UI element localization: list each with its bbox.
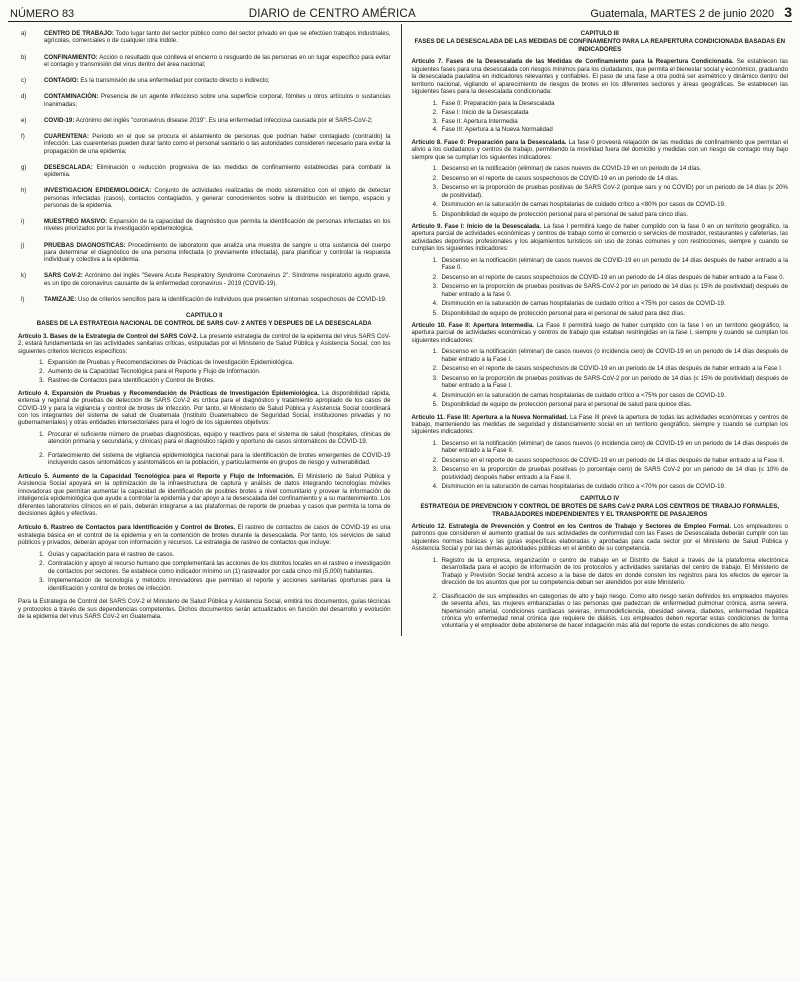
- definition-text: Presencia de un agente infeccioso sobre una superficie corporal, fómites u otros artículos o sustancias inanimadas;: [44, 93, 391, 108]
- list-item: 4. Disminución en la saturación de camas hospitalarias de cuidado crítico a <75% por casos de COVID-19.: [440, 300, 789, 307]
- article-10: [412, 322, 789, 344]
- list-item: 1. Descenso en la notificación (eliminar) de casos nuevos de COVID-19 en un periodo de 14 días después de haber entrado a la Fase 0.: [440, 257, 789, 272]
- list-item: 1. Descenso en la notificación (eliminar) de casos nuevos (o incidencia cero) de COVID-19 en un periodo de 14 días después de haber entrado a la Fase I.: [440, 348, 789, 363]
- article-9-text: La fase I permitirá luego de haber cumplido con la fase 0 en un territorio geográfico, la apertura parcial de actividades económicas y centros de trabajo como el comercio o servicios de mostrador, restaurantes y cafeterías, las actividades deportivas profesionales y los alojamientos turísticos sin uso de zonas comunes y con restricciones, siempre y cuando se cumplan los siguientes indicadores:: [411, 223, 788, 253]
- definition-text: Acción o resultado que conlleva el encierro o resguardo de las personas en un lugar específico para evitar el contagio y transmisión del virus dentro del área nacional;: [44, 53, 391, 68]
- definition-item: [18, 77, 391, 84]
- definition-term: TAMIZAJE:: [44, 295, 77, 303]
- article-11: [412, 414, 789, 436]
- definition-body: [44, 164, 391, 179]
- chapter-2-title: CAPITULO II: [185, 312, 223, 319]
- article-4: [18, 390, 391, 427]
- article-7-list: [412, 100, 789, 134]
- article-5-heading: Artículo 5. Aumento de la Capacidad Tecnológica para el Reporte y Flujo de Información.: [18, 472, 295, 480]
- article-12-list: [412, 557, 789, 630]
- article-6-list: [18, 551, 391, 592]
- article-7-heading: Artículo 7. Fases de la Desescalada de las Medidas de Confinamiento para la Reapertura Condicionada.: [411, 58, 734, 66]
- definition-term: CONFINAMIENTO:: [44, 53, 98, 61]
- definition-letter: a): [21, 30, 27, 37]
- definition-item: [18, 54, 391, 69]
- definition-text: Acrónimo del inglés "Severe Acute Respiratory Syndrome Coronavirus 2". Síndrome respiratorio agudo grave, es un tipo de coronavirus causante de la enfermedad coronavirus - 2019 (COVID-19).: [44, 272, 391, 287]
- article-4-heading: Artículo 4. Expansión de Pruebas y Recomendación de Prácticas de Investigación Epidemiológica.: [18, 389, 320, 397]
- chapter-4-title: CAPITULO IV: [580, 494, 620, 502]
- definition-term: CONTAMINACIÓN:: [44, 93, 99, 101]
- chapter-4-subtitle: ESTRATEGIA DE PREVENCION Y CONTROL DE BROTES DE SARS CoV-2 PARA LOS CENTROS DE TRABAJO FORMALES, TRABAJADORES INDEPENDIENTES Y EL TRANSPORTE DE PASAJEROS: [420, 503, 780, 518]
- definition-term: CENTRO DE TRABAJO:: [44, 30, 114, 37]
- definition-letter: i): [21, 218, 25, 225]
- article-4-list: [18, 431, 391, 467]
- list-item: 3. Descenso en la proporción de pruebas positivas de SARS CoV-2 (porque sars y no COVID) por un periodo de 14 días (≤ 20% de positividad).: [440, 184, 789, 199]
- list-item: 3. Descenso en la proporción de pruebas positivas de SARS-CoV-2 por un periodo de 14 días (≤ 15% de positividad) después de haber entrado a la Fase I.: [440, 375, 789, 390]
- definition-text: Es la transmisión de una enfermedad por contacto directo o indirecto;: [78, 77, 270, 84]
- article-12-text: Los empleadores o patronos que consideren el aumento gradual de sus actividades de conformidad con las Fases de Desescalada deberán cumplir con las siguientes normas básicas y las guías específicas elaboradas y aprobadas para cada sector por el Ministerio de Salud Pública y Asistencia Social y por las demás autoridades públicas en el ámbito de su competencia.: [411, 522, 788, 553]
- article-3-heading: Artículo 3. Bases de la Estrategia de Control del SARS CoV-2.: [18, 332, 199, 340]
- definition-body: [44, 93, 391, 108]
- definition-body: [44, 242, 391, 264]
- list-item: 2. Descenso en el reporte de casos sospechosos de COVID-19 en un periodo de 14 días después de haber entrado a la Fase 0.: [440, 274, 789, 281]
- article-7-text: Se establecen las siguientes fases para una desescalada con riesgos mínimos para los ciudadanos, que permita el bienestar social y económico, graduando la desescalada paulatina en indicadores relevantes y confiables. El paso de una fase a otra podrá ser asimétrico y dinámico dentro del territorio nacional, vigilando el aparecimiento de riesgos de brotes en los diferentes sectores y áreas geográficas. Se establecen las siguientes fases para la desescalada condicionada:: [411, 58, 789, 96]
- list-item: 2. Clasificación de sus empleados en categorías de alto y bajo riesgo. Como alto riesgo serán definidos los empleados mayores de sesenta años, las mujeres embarazadas o las personas que padezcan de enfermedad pulmonar crónica, asma severa, hipertensión arterial, condiciones cardíacas severas, inmunodeficiencia, obesidad severa, diabetes, enfermedad hepática crónica y/o enfermedad renal crónica que requiere de diálisis. Los empleados deben reportar estas condiciones de forma voluntaria y el empleador debe abstenerse de hacer indagación más allá del reporte de estas condiciones de alto riesgo.: [440, 593, 789, 630]
- definition-body: [44, 218, 391, 233]
- article-9-list: [412, 257, 789, 317]
- right-column: [401, 24, 793, 636]
- definition-letter: d): [21, 93, 27, 101]
- definition-letter: j): [21, 241, 25, 249]
- definition-item: [18, 164, 391, 179]
- definition-text: Uso de criterios sencillos para la identificación de individuos que presenten síntomas sospechosos de COVID-19.: [76, 295, 387, 303]
- definition-item: [18, 296, 391, 303]
- article-6: [18, 524, 391, 546]
- definition-item: [18, 242, 391, 264]
- article-8: [412, 139, 789, 161]
- header-right: [590, 4, 792, 20]
- list-item: 2. Contratación y apoyo al recurso humano que complementará las acciones de los distritos locales en el rastreo e investigación de contactos por sectores. Se establece como indicador mínimo un (1) rastreador por cada cinco mil (5,000) habitantes.: [46, 560, 391, 575]
- definition-term: MUESTREO MASIVO:: [44, 218, 108, 225]
- page-header: [8, 4, 792, 22]
- article-6-text: El rastreo de contactos de casos de COVID-19 es una estrategia básica en el control de la epidemia y en la contención de brotes durante la desescalada. Por tanto, los servicios de salud públicos y privados, deberán apoyar con información y recursos. La estrategia de rastreo de contactos que incluye:: [18, 524, 391, 547]
- definition-text: Acrónimo del inglés "coronavirus disease 2019". Es una enfermedad infecciosa causada por el SARS-CoV-2;: [74, 116, 373, 124]
- list-item: 2. Descenso en el reporte de casos sospechosos de COVID-19 en un periodo de 14 días.: [440, 175, 789, 182]
- article-4-text: La disponibilidad rápida, extensa y regional de pruebas de detección de SARS CoV-2 es crítica para el diagnóstico y tratamiento apropiado de los casos de COVID-19 y para la vigilancia y control de brotes de infección. Por tanto, el Ministerio de Salud Pública y Asistencia Social coordinará con los integrantes del sistema de salud de Guatemala (Instituto Guatemalteco de Seguridad Social, instituciones privadas y no gubernamentales) y otras entidades intersectoriales para el logro de los siguientes objetivos:: [18, 389, 391, 427]
- list-item: 3. Descenso en la proporción de pruebas positivas de SARS-CoV-2 por un periodo de 14 días (≤ 15% de positividad) después de haber entrado a la fase 0.: [440, 283, 789, 298]
- list-item: 3. Rastreo de Contactos para Identificación y Control de Brotes.: [46, 377, 391, 384]
- article-9-heading: Artículo 9. Fase I: Inicio de la Desescalada.: [411, 223, 542, 231]
- definition-letter: c): [21, 77, 27, 84]
- definition-letter: f): [21, 132, 25, 140]
- article-6-heading: Artículo 6. Rastreo de Contactos para Identificación y Control de Brotes.: [18, 524, 236, 532]
- page-number: 3: [784, 4, 792, 20]
- definitions-list: [18, 30, 391, 303]
- definition-body: [44, 272, 391, 287]
- definition-term: SARS CoV-2:: [44, 272, 83, 280]
- article-5-text: El Ministerio de Salud Pública y Asistencia Social apoyará en la optimización de la infraestructura de captura y análisis de datos integrando tecnologías móviles innovadoras que permitan aumentar la capacidad de identificación de posibles brotes a nivel comunitario y proveer la información de inteligencia epidemiológica que ayude a controlar la epidemia y dar apoyo a la desescalada del confinamiento y a su mantenimiento. Los diferentes laboratorios clínicos en el país, deberán integrarse a las plataformas de reporte de pruebas y casos que permita la toma de decisiones ágiles y efectivas.: [18, 472, 391, 517]
- list-item: 1. Guías y capacitación para el rastreo de casos.: [46, 551, 391, 558]
- definition-item: [18, 272, 391, 287]
- list-item: 4. Disminución en la saturación de camas hospitalarias de cuidado crítico a <75% por casos de COVID-19.: [440, 392, 789, 399]
- article-12: [412, 523, 789, 553]
- issue-date: Guatemala, MARTES 2 de junio 2020: [590, 8, 775, 20]
- definition-body: [44, 117, 391, 124]
- list-item: 1. Registro de la empresa, organización o centro de trabajo en el Distrito de Salud a través de la plataforma electrónica desarrollada para el acopio de información de los protocolos y actividades sanitarias del centro de trabajo. El Ministerio de Trabajo y Previsión Social tendrá acceso a la base de datos en donde consten los registros para los efectos de ejercer la dirección de los asuntos que por su competencia deban ser atendidos por este Ministerio.: [440, 557, 789, 587]
- article-11-list: [412, 440, 789, 491]
- columns: [8, 24, 792, 636]
- list-item: 3. Descenso en la proporción de pruebas positivas (o porcentaje cero) de SARS CoV-2 por un periodo de 14 días (≤ 10% de positividad) después haber entrado a la Fase II.: [440, 466, 789, 481]
- article-10-text: La Fase II permitirá luego de haber cumplido con la fase I en un territorio geográfico, la apertura parcial de actividades económicas y centros de trabajo que estaban restringidas en la fase I, siempre y cuando se cumplan los siguientes indicadores:: [411, 322, 788, 344]
- definition-letter: e): [21, 116, 27, 124]
- list-item: 5. Disponibilidad de equipo de protección personal para el personal de salud para diez días.: [440, 310, 789, 317]
- list-item: 2. Fase I: Inicio de la Desescalada: [440, 109, 789, 116]
- definition-letter: l): [21, 295, 25, 303]
- definition-text: Periodo en el que se procura el aislamiento de personas que podrían haber contagiado (contraído) la infección. Las cuarentenas pueden durar tanto como el personal sanitario o las autoridades consideren necesario para evitar la propagación de una epidemia;: [44, 132, 391, 155]
- definition-body: [44, 30, 391, 45]
- definition-term: DESESCALADA:: [44, 163, 93, 171]
- list-item: 2. Fortalecimiento del sistema de vigilancia epidemiológica nacional para la identificación de brotes emergentes de COVID-19 incluyendo casos sintomáticos y asintomáticos en la población, y particularmente en grupos de riesgo y vulnerabilidad.: [46, 452, 391, 467]
- definition-body: [44, 54, 391, 69]
- definition-text: Expansión de la capacidad de diagnóstico que permita la identificación de personas infectadas en los niveles priorizados por la investigación epidemiológica.: [44, 218, 391, 233]
- list-item: 2. Aumento de la Capacidad Tecnológica para el Reporte y Flujo de Información.: [46, 368, 391, 375]
- definition-term: PRUEBAS DIAGNOSTICAS:: [44, 241, 126, 249]
- definition-item: [18, 187, 391, 209]
- definition-item: [18, 93, 391, 108]
- definition-letter: b): [21, 53, 27, 61]
- article-10-heading: Artículo 10. Fase II: Apertura Intermedia.: [411, 322, 534, 329]
- list-item: 3. Fase II: Apertura Intermedia: [440, 118, 789, 125]
- definition-text: Procedimiento de laboratorio que analiza una muestra de sangre u otra sustancia del cuerpo para determinar el diagnóstico de una persona infectada (o previamente infectada), para planificar y controlar la respuesta individual y colectiva a la epidemia.: [44, 241, 391, 264]
- definition-term: INVESTIGACION EPIDEMIOLOGICA:: [44, 187, 152, 195]
- article-11-heading: Artículo 11. Fase III: Apertura a la Nueva Normalidad.: [411, 413, 568, 421]
- list-item: 2. Descenso en el reporte de casos sospechosos de COVID-19 en un periodo de 14 días después de haber entrado a la Fase I.: [440, 365, 789, 372]
- list-item: 4. Fase III: Apertura a la Nueva Normalidad: [440, 126, 789, 133]
- list-item: 1. Fase 0: Preparación para la Desescalada: [440, 100, 789, 107]
- list-item: 1. Expansión de Pruebas y Recomendaciones de Prácticas de Investigación Epidemiológica.: [46, 359, 391, 366]
- definition-item: [18, 117, 391, 124]
- article-8-text: La fase 0 proveerá relajación de las medidas de confinamiento que permitan el alivio a los ciudadanos y centros de trabajo, permitiendo la movilidad fuera del domicilio y medidas con un riesgo de contagio muy bajo siempre que se cumplan los siguientes indicadores:: [411, 138, 789, 161]
- definition-term: CUARENTENA:: [44, 132, 90, 140]
- article-9: [412, 223, 789, 253]
- left-column: [8, 24, 401, 636]
- list-item: 1. Procurar el suficiente número de pruebas diagnósticas, equipo y reactivos para el sistema de salud (hospitales, clínicas de atención primaria y secundaria, y clínicas) para el diagnóstico rápido y oportuno de casos sintomáticos de COVID-19.: [46, 431, 391, 446]
- article-8-heading: Artículo 8. Fase 0: Preparación para la Desescalada.: [411, 138, 567, 146]
- definition-letter: g): [21, 163, 27, 171]
- list-item: 4. Disminución en la saturación de camas hospitalarias de cuidado crítico a <80% por casos de COVID-19.: [440, 201, 789, 208]
- definition-text: Todo lugar tanto del sector público como del sector privado en que se efectúen trabajos industriales, agrícolas, comerciales o de cualquier otra índole.: [44, 30, 391, 45]
- definition-letter: k): [21, 272, 27, 280]
- list-item: 5. Disponibilidad de equipo de protección personal para el personal de salud para quince días.: [440, 401, 789, 408]
- article-3: [18, 333, 391, 355]
- list-item: 2. Descenso en el reporte de casos sospechosos de COVID-19 en un periodo de 14 días después de haber entrado a la Fase II.: [440, 457, 789, 464]
- list-item: 5. Disponibilidad de equipo de protección personal para el personal de salud para cinco días.: [440, 211, 789, 218]
- article-5: [18, 473, 391, 518]
- article-6-closing: Para la Estrategia de Control del SARS CoV-2 el Ministerio de Salud Pública y Asistencia Social, emitirá los documentos, guías técnicas y protocolos a través de sus dependencias competentes. Dichos documentos serán actualizados en función del desarrollo y evolución de la epidemia del virus SARS CoV-2 en Guatemala.: [18, 598, 391, 620]
- definition-text: Eliminación o reducción progresiva de las medidas de confinamiento establecidas para combatir la epidemia.: [44, 163, 391, 178]
- newspaper-name: DIARIO de CENTRO AMÉRICA: [248, 8, 416, 20]
- article-10-list: [412, 348, 789, 408]
- definition-body: [44, 77, 391, 84]
- list-item: 3. Implementación de tecnología y métodos innovadores que permitan el reporte y acciones sanitarias oportunas para la identificación y control de brotes de infección.: [46, 577, 391, 592]
- list-item: 1. Descenso en la notificación (eliminar) de casos nuevos de COVID-19 en un periodo de 14 días.: [440, 165, 789, 172]
- list-item: 1. Descenso en la notificación (eliminar) de casos nuevos (o incidencia cero) de COVID-19 en un periodo de 14 días después de haber entrado a la Fase II.: [440, 440, 789, 455]
- definition-term: CONTAGIO:: [44, 77, 79, 84]
- article-3-list: [18, 359, 391, 384]
- article-7: [412, 58, 789, 95]
- chapter-3-title: CAPITULO III: [580, 30, 619, 37]
- list-item: 4. Disminución en la saturación de camas hospitalarias de cuidado crítico a <70% por casos de COVID-19.: [440, 483, 789, 490]
- chapter-3-subtitle: FASES DE LA DESESCALADA DE LAS MEDIDAS DE CONFINAMIENTO PARA LA REAPERTURA CONDICIONADA BASADAS EN INDICADORES: [414, 38, 786, 53]
- definition-text: Conjunto de actividades realizadas de modo sistemático con el objeto de detectar personas infectadas (casos), contactos contagiados, y generar conocimientos sobre la distribución en tiempo, espacio y personas de la epidemia.: [44, 187, 391, 209]
- article-8-list: [412, 165, 789, 218]
- definition-term: COVID-19:: [44, 116, 75, 124]
- issue-number: NÚMERO 83: [10, 8, 75, 20]
- definition-item: [18, 30, 391, 45]
- definition-body: [44, 187, 391, 209]
- article-11-text: La Fase III prevé la apertura de todas las actividades económicas y centros de trabajo, manteniendo las medidas de seguridad y distanciamiento social en un territorio geográfico, siempre y cuando se cumplan los siguientes indicadores:: [411, 413, 788, 436]
- definition-body: [44, 133, 391, 155]
- definition-item: [18, 218, 391, 233]
- article-3-text: La presente estrategia de control de la epidemia del virus SARS CoV-2, estará fundamentada en las actividades sanitarias críticas, estipuladas por el Ministerio de Salud Pública y Asistencia Social, con los siguientes criterios técnicos específicos:: [18, 332, 391, 355]
- definition-letter: h): [21, 187, 27, 195]
- chapter-2-subtitle: BASES DE LA ESTRATEGIA NACIONAL DE CONTROL DE SARS CoV- 2 ANTES Y DESPUES DE LA DESESCALADA: [36, 320, 372, 328]
- article-12-heading: Artículo 12. Estrategia de Prevención y Control en los Centros de Trabajo y Sectores de Empleo Formal.: [411, 522, 732, 530]
- definition-body: [44, 296, 391, 303]
- definition-item: [18, 133, 391, 155]
